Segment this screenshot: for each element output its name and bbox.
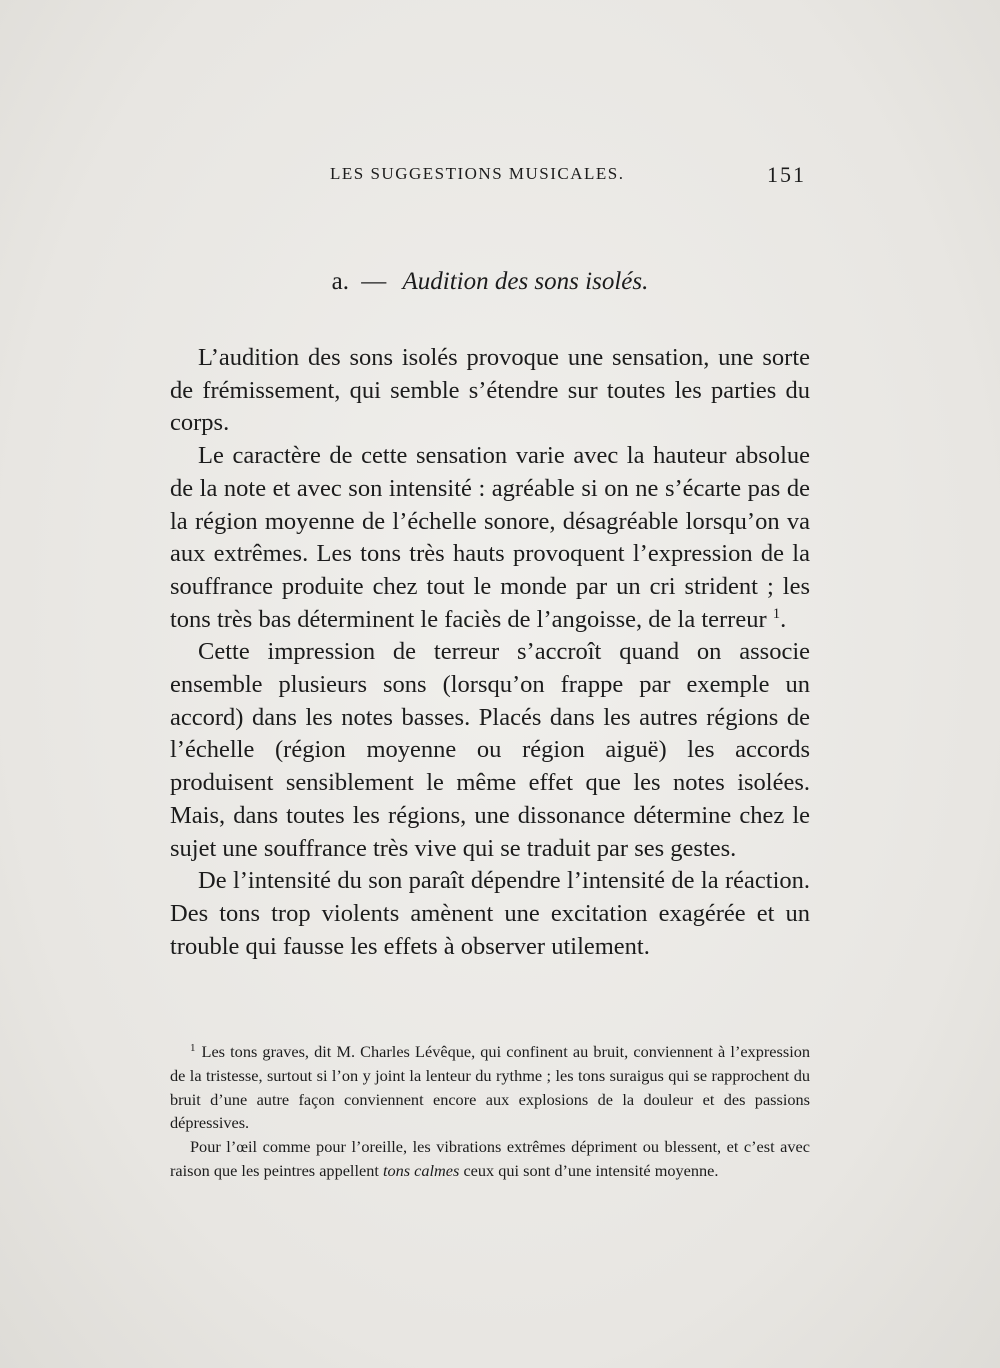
section-letter: a. [331,268,349,295]
section-heading [170,268,810,296]
footnote-reference[interactable]: 1 [772,605,781,622]
footnote-text-2-before: Pour l’œil comme pour l’oreille, les vibrations extrêmes dépriment ou blessent, et c’est avec raison que les peintres appellent [170,1137,810,1180]
footnote-text-2-after: ceux qui sont d’une intensité moyenne. [463,1160,719,1180]
paragraph-1: L’audition des sons isolés provoque une sensation, une sorte de frémissement, qui semble s’étendre sur toutes les parties du corps. [170,344,810,437]
paragraph-3: Cette impression de terreur s’accroît quand on associe ensemble plusieurs sons (lorsqu’on frappe par exemple un accord) dans les notes basses. Placés dans les autres régions de l’échelle (région moyenne ou région aiguë) les accords produisent sensiblement le même effet que les notes isolées. Mais, dans toutes les régions, une dissonance détermine chez le sujet une souffrance très vive qui se traduit par ses gestes. [170,638,810,862]
footnote-paragraph-1 [170,1040,810,1135]
section-title: Audition des sons isolés. [402,268,649,295]
body-text [170,342,810,963]
footnote-text-2-italic: tons calmes [382,1160,460,1180]
footnotes [170,1040,810,1183]
paragraph-2-end: . [780,605,787,633]
page-number: 151 [767,162,806,187]
paragraph-4: De l’intensité du son paraît dépendre l’intensité de la réaction. Des tons trop violents amènent une excitation exagérée et un trouble qui fausse les effets à observer utilement. [170,867,810,960]
section-dash: — [361,268,387,295]
running-title: LES SUGGESTIONS MUSICALES. [330,164,625,183]
paragraph-2 [170,440,810,636]
paragraph-2-text: Le caractère de cette sensation varie avec la hauteur absolue de la note et avec son intensité : agréable si on ne s’écarte pas de la région moyenne de l’échelle sonore, désagréable lorsqu’on va aux extrêmes. Les tons très hauts provoquent l’expression de la souffrance produite chez tout le monde par un cri strident ; les tons très bas déterminent le faciès de l’angoisse, de la terreur [170,442,810,633]
footnote-text-1: Les tons graves, dit M. Charles Lévêque, qui confinent au bruit, conviennent à l’expression de la tristesse, surtout si l’on y joint la lenteur du rythme ; les tons suraigus qui se rapprochent du bruit d’une autre façon conviennent encore aux explosions de la douleur et des passions dépressives. [170,1042,810,1133]
footnote-paragraph-2 [170,1135,810,1183]
footnote-marker: 1 [190,1041,196,1054]
running-head [170,164,810,194]
